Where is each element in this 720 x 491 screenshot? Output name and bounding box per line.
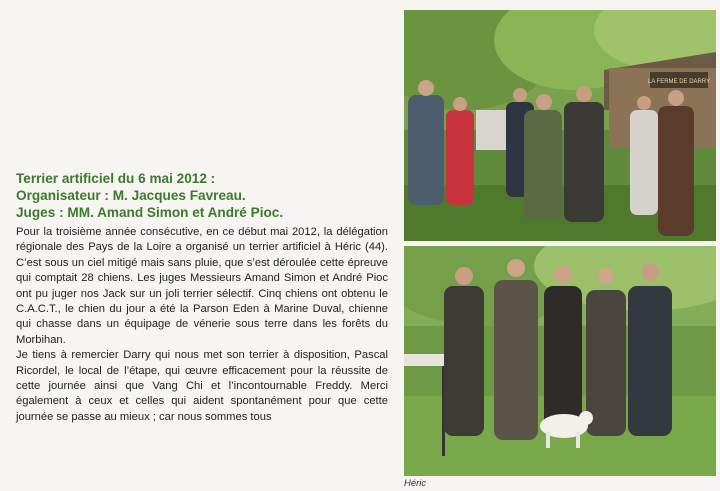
article bbox=[0, 170, 396, 425]
article-judges: Juges : MM. Amand Simon et André Pioc. bbox=[16, 205, 284, 220]
farm-sign: LA FERME DE DARRY bbox=[647, 79, 711, 85]
photo-group-outdoors bbox=[404, 10, 716, 241]
article-organizer: Organisateur : M. Jacques Favreau. bbox=[16, 188, 246, 203]
column-gutter bbox=[398, 0, 403, 491]
photo-winners-with-dog bbox=[404, 246, 716, 476]
photo-winners-with-dog-image bbox=[404, 246, 716, 476]
photo-group-outdoors-image bbox=[404, 10, 716, 241]
article-paragraph: Je tiens à remercier Darry qui nous met son terrier à disposition, Pascal Ricordel, le local de l’étape, qui œuvre efficacement pour la réussite de cette journée ainsi que Vang Chi et l’incontournable Freddy. Merci également à ceux et celles qui aident spontanément pour que cette journée se passe au mieux ; car nous sommes tous bbox=[16, 349, 388, 423]
photo-caption: Héric bbox=[404, 478, 427, 489]
article-title: Terrier artificiel du 6 mai 2012 : bbox=[16, 171, 216, 186]
article-paragraph: Pour la troisième année consécutive, en ce début mai 2012, la délégation régionale des Pays de la Loire a organisé un terrier artificiel à Héric (44). C’est sous un ciel mitigé mais sans pluie, que s’est déroulée cette épreuve qui comptait 28 chiens. Les juges Messieurs Amand Simon et André Pioc ont pu juger nos Jack sur un joli terrier sélectif. Cinq chiens ont obtenu le C.A.C.T., le chien du jour a été la Parson Eden à Marine Duval, chienne qui chasse dans un équipage de vénerie sous terre dans les forêts du Morbihan. bbox=[16, 226, 388, 346]
article-body bbox=[16, 225, 388, 425]
